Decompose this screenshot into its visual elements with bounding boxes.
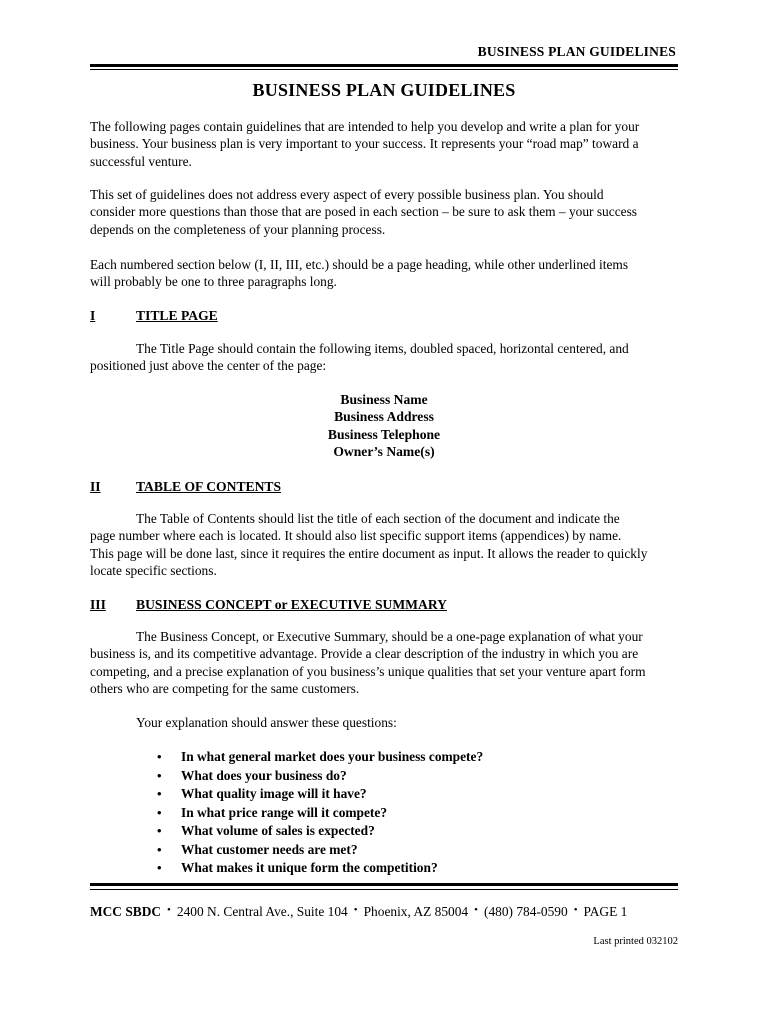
footer-address: 2400 N. Central Ave., Suite 104 bbox=[176, 904, 348, 919]
question-text: What customer needs are met? bbox=[181, 841, 358, 857]
bullet-icon: • bbox=[353, 904, 358, 916]
intro-paragraph-1 bbox=[90, 118, 650, 170]
bullet-icon: • bbox=[157, 749, 162, 764]
list-item bbox=[157, 859, 657, 878]
section-body-title-page bbox=[90, 340, 635, 375]
list-item bbox=[157, 767, 657, 786]
footer-rule bbox=[90, 883, 678, 886]
footer bbox=[90, 904, 627, 920]
question-text: What makes it unique form the competition? bbox=[181, 860, 438, 875]
bullet-icon: • bbox=[157, 841, 162, 857]
bullet-icon: • bbox=[157, 804, 162, 820]
questions-list bbox=[157, 748, 657, 878]
page-title: BUSINESS PLAN GUIDELINES bbox=[252, 80, 516, 100]
questions-lead-text: Your explanation should answer these questions: bbox=[136, 715, 397, 730]
intro-paragraph-2 bbox=[90, 186, 650, 238]
section-body-text: The Table of Contents should list the title of each section of the document and indicate the page number where each is located. It should also list specific support items (appendices) by name. This page will be done last, since it requires the entire document as input. It allows the reader to quickly locate specific sections. bbox=[90, 511, 648, 578]
section-title: TABLE OF CONTENTS bbox=[136, 479, 282, 494]
section-title: BUSINESS CONCEPT or EXECUTIVE SUMMARY bbox=[136, 597, 447, 612]
footer-org: MCC SBDC bbox=[90, 904, 162, 919]
list-item: Owner’s Name(s) bbox=[333, 443, 435, 459]
section-body-table-of-contents bbox=[90, 510, 648, 579]
question-text: In what price range will it compete? bbox=[181, 804, 388, 820]
section-number: I bbox=[90, 308, 96, 323]
list-item: Business Telephone bbox=[327, 426, 441, 442]
intro-text-2: This set of guidelines does not address every aspect of every possible business plan. You should consider more questions than those that are posed in each section – be sure to ask them – your success depends on the completeness of your planning process. bbox=[90, 187, 638, 237]
bullet-icon: • bbox=[474, 904, 478, 916]
list-item bbox=[157, 748, 657, 767]
question-text: What volume of sales is expected? bbox=[181, 823, 375, 838]
running-header: BUSINESS PLAN GUIDELINES bbox=[477, 44, 676, 59]
section-title: TITLE PAGE bbox=[136, 308, 218, 323]
list-item bbox=[157, 841, 657, 860]
list-item bbox=[157, 822, 657, 841]
section-body-text: The Business Concept, or Executive Summary, should be a one-page explanation of what your business is, and its competitive advantage. Provide a clear description of the industry in which you are competing, and a precise explanation of you business’s unique qualities that set your venture apart form others who are competing for the same customers. bbox=[90, 629, 646, 696]
section-number: III bbox=[90, 597, 106, 612]
section-body-business-concept bbox=[90, 628, 648, 697]
section-number: II bbox=[90, 479, 101, 494]
list-item bbox=[157, 785, 657, 804]
footer-city: Phoenix, AZ 85004 bbox=[363, 904, 469, 919]
intro-text-1: The following pages contain guidelines that are intended to help you develop and write a plan for your business. Your business plan is very important to your success. It represents your “road map” toward a successful venture. bbox=[90, 119, 640, 169]
bullet-icon: • bbox=[167, 904, 171, 916]
header-rule bbox=[90, 64, 678, 67]
bullet-icon: • bbox=[157, 786, 162, 801]
bullet-icon: • bbox=[157, 767, 162, 783]
intro-paragraph-3 bbox=[90, 256, 650, 291]
footer-page-number: PAGE 1 bbox=[583, 904, 628, 919]
section-body-text: The Title Page should contain the following items, doubled spaced, horizontal centered, and positioned just above the center of the page: bbox=[90, 341, 629, 374]
bullet-icon: • bbox=[157, 823, 162, 838]
question-text: What quality image will it have? bbox=[181, 786, 367, 801]
questions-lead bbox=[90, 714, 650, 731]
bullet-icon: • bbox=[157, 860, 162, 875]
footer-rule-thin bbox=[90, 889, 678, 890]
header-rule-thin bbox=[90, 69, 678, 70]
list-item: Business Name bbox=[340, 392, 428, 407]
last-printed: Last printed 032102 bbox=[593, 936, 678, 947]
title-page-items bbox=[90, 391, 678, 460]
list-item: Business Address bbox=[334, 409, 434, 425]
question-text: In what general market does your business compete? bbox=[181, 749, 484, 764]
bullet-icon: • bbox=[573, 904, 578, 916]
footer-phone: (480) 784-0590 bbox=[484, 904, 568, 919]
question-text: What does your business do? bbox=[181, 767, 347, 783]
list-item bbox=[157, 804, 657, 823]
intro-text-3: Each numbered section below (I, II, III, etc.) should be a page heading, while other underlined items will probably be one to three paragraphs long. bbox=[90, 257, 629, 290]
